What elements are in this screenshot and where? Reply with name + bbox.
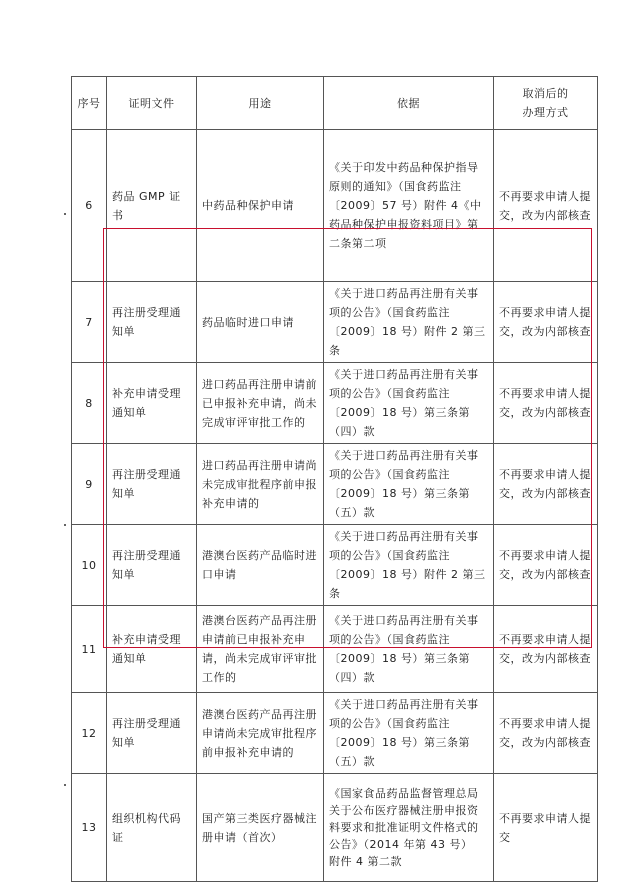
row-method: 不再要求申请人提交，改为内部核查 (494, 282, 598, 363)
header-basis: 依据 (324, 77, 494, 130)
table-row (72, 130, 598, 282)
row-usage: 药品临时进口申请 (197, 282, 324, 363)
row-no: 10 (72, 525, 107, 606)
row-method: 不再要求申请人提交 (494, 774, 598, 882)
table-row (72, 525, 598, 606)
certificate-table (71, 76, 598, 882)
row-no: 11 (72, 606, 107, 693)
row-no: 8 (72, 363, 107, 444)
row-basis: 《关于进口药品再注册有关事项的公告》（国食药监注〔2009〕18 号）附件 2 第三条 (324, 282, 494, 363)
header-document: 证明文件 (107, 77, 197, 130)
row-document: 再注册受理通知单 (107, 444, 197, 525)
row-no: 12 (72, 693, 107, 774)
row-no: 13 (72, 774, 107, 882)
row-usage: 进口药品再注册申请前已申报补充申请，尚未完成审评审批工作的 (197, 363, 324, 444)
row-document: 再注册受理通知单 (107, 282, 197, 363)
table-row (72, 774, 598, 882)
row-method: 不再要求申请人提交，改为内部核查 (494, 444, 598, 525)
header-usage: 用途 (197, 77, 324, 130)
table-header-row (72, 77, 598, 130)
scan-speck (64, 784, 66, 786)
row-no: 7 (72, 282, 107, 363)
row-usage: 港澳台医药产品再注册申请尚未完成审批程序前申报补充申请的 (197, 693, 324, 774)
header-method: 取消后的 办理方式 (494, 77, 598, 130)
table-row (72, 693, 598, 774)
table-row (72, 444, 598, 525)
row-no: 9 (72, 444, 107, 525)
row-basis: 《关于进口药品再注册有关事项的公告》（国食药监注〔2009〕18 号）第三条第（四）款 (324, 606, 494, 693)
row-basis: 《关于进口药品再注册有关事项的公告》（国食药监注〔2009〕18 号）附件 2 第三条 (324, 525, 494, 606)
row-basis: 《国家食品药品监督管理总局关于公布医疗器械注册申报资料要求和批准证明文件格式的公告》（2014 年第 43 号） 附件 4 第二款 (324, 774, 494, 882)
row-document: 补充申请受理通知单 (107, 606, 197, 693)
row-document: 药品 GMP 证书 (107, 130, 197, 282)
row-document: 再注册受理通知单 (107, 525, 197, 606)
row-usage: 港澳台医药产品临时进口申请 (197, 525, 324, 606)
row-usage: 港澳台医药产品再注册申请前已申报补充申请，尚未完成审评审批工作的 (197, 606, 324, 693)
row-method: 不再要求申请人提交，改为内部核查 (494, 130, 598, 282)
row-method: 不再要求申请人提交，改为内部核查 (494, 363, 598, 444)
header-no: 序号 (72, 77, 107, 130)
row-document: 组织机构代码证 (107, 774, 197, 882)
row-document: 补充申请受理通知单 (107, 363, 197, 444)
row-basis: 《关于进口药品再注册有关事项的公告》（国食药监注〔2009〕18 号）第三条第（四）款 (324, 363, 494, 444)
row-usage: 进口药品再注册申请尚未完成审批程序前申报补充申请的 (197, 444, 324, 525)
row-method: 不再要求申请人提交，改为内部核查 (494, 525, 598, 606)
row-method: 不再要求申请人提交，改为内部核查 (494, 606, 598, 693)
row-no: 6 (72, 130, 107, 282)
scan-speck (64, 213, 66, 215)
row-document: 再注册受理通知单 (107, 693, 197, 774)
table-row (72, 282, 598, 363)
row-basis: 《关于进口药品再注册有关事项的公告》（国食药监注〔2009〕18 号）第三条第（五）款 (324, 693, 494, 774)
row-usage: 中药品种保护申请 (197, 130, 324, 282)
table-row (72, 363, 598, 444)
scan-speck (64, 524, 66, 526)
row-basis: 《关于印发中药品种保护指导原则的通知》（国食药监注〔2009〕57 号）附件 4《中药品种保护申报资料项目》第二条第二项 (324, 130, 494, 282)
row-basis: 《关于进口药品再注册有关事项的公告》（国食药监注〔2009〕18 号）第三条第（五）款 (324, 444, 494, 525)
row-method: 不再要求申请人提交，改为内部核查 (494, 693, 598, 774)
row-usage: 国产第三类医疗器械注册申请（首次） (197, 774, 324, 882)
table-row (72, 606, 598, 693)
